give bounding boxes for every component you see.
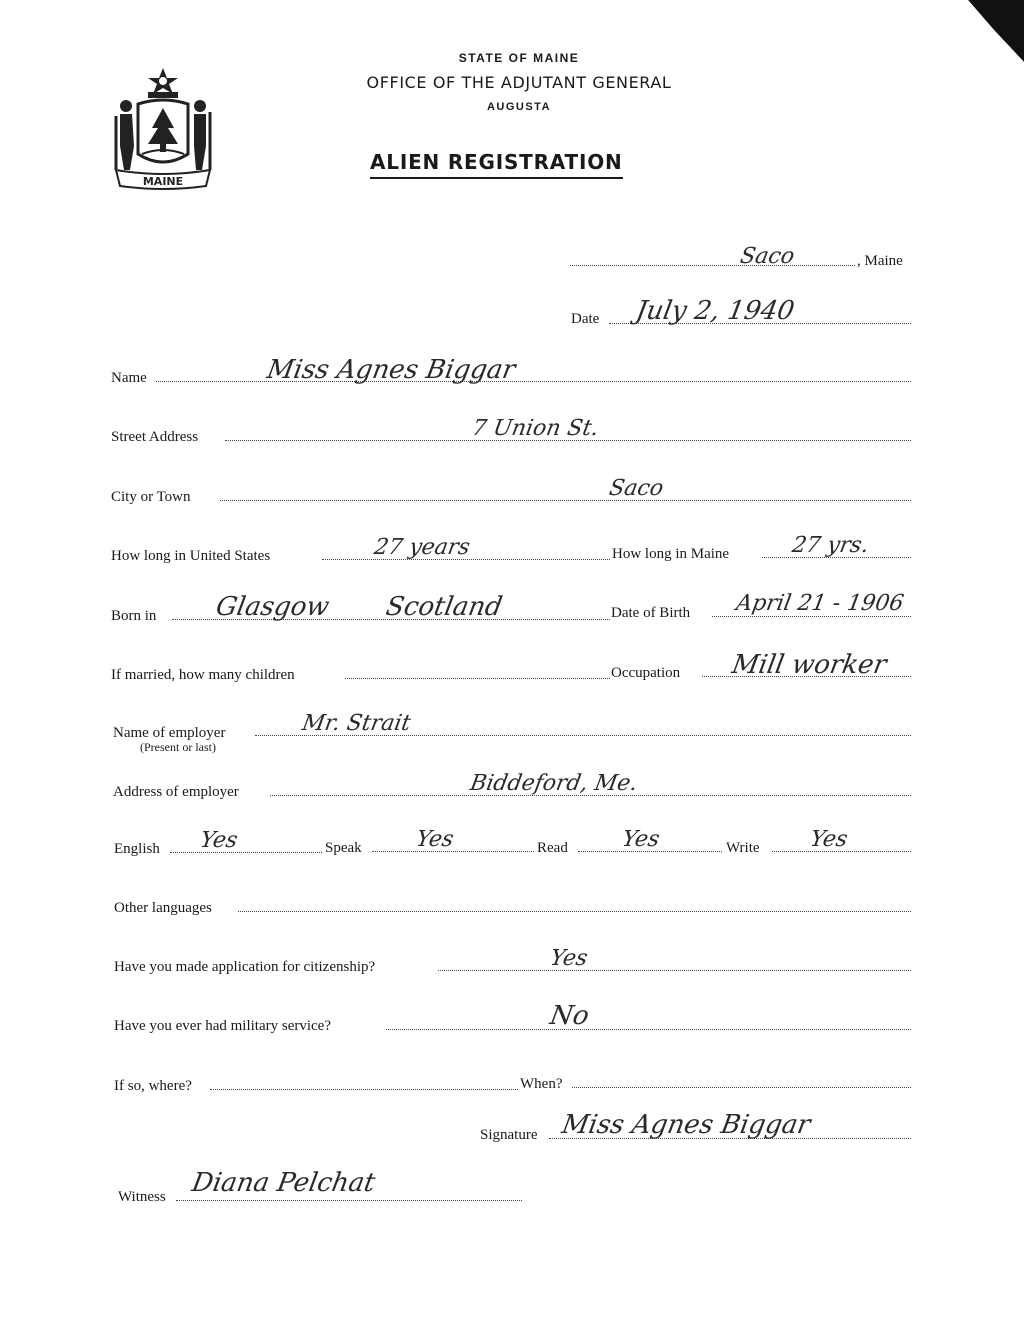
write-value: Yes — [808, 827, 850, 852]
city-label: City or Town — [111, 489, 191, 505]
street-label: Street Address — [111, 429, 199, 445]
witness-value: Diana Pelchat — [189, 1168, 378, 1198]
english-line — [170, 852, 322, 853]
date-of-birth-label: Date of Birth — [611, 605, 691, 621]
street-value: 7 Union St. — [470, 416, 601, 441]
born-in-city-value: Glasgow — [213, 592, 332, 622]
how-long-us-label: How long in United States — [111, 548, 271, 564]
military-label: Have you ever had military service? — [114, 1018, 331, 1034]
name-label: Name — [111, 370, 147, 386]
other-languages-label: Other languages — [114, 900, 212, 916]
date-value: July 2, 1940 — [633, 296, 797, 326]
born-in-label: Born in — [111, 608, 157, 624]
english-label: English — [114, 841, 160, 857]
occupation-label: Occupation — [611, 665, 681, 681]
military-line — [386, 1029, 911, 1030]
english-value: Yes — [198, 828, 240, 853]
employer-address-label: Address of employer — [113, 784, 239, 800]
header-city: AUGUSTA — [486, 101, 552, 113]
how-long-maine-value: 27 yrs. — [790, 533, 871, 558]
witness-line — [176, 1200, 522, 1201]
military-value: No — [547, 1001, 592, 1031]
header-office: OFFICE OF THE ADJUTANT GENERAL — [366, 73, 672, 92]
maine-label: , Maine — [857, 253, 903, 269]
name-value: Miss Agnes Biggar — [264, 355, 518, 385]
citizenship-label: Have you made application for citizenship? — [114, 959, 376, 975]
how-long-us-value: 27 years — [372, 535, 472, 560]
city-value: Saco — [607, 476, 666, 501]
how-long-maine-label: How long in Maine — [612, 546, 730, 562]
town-value: Saco — [738, 244, 797, 269]
signature-value: Miss Agnes Biggar — [559, 1110, 813, 1140]
city-line — [220, 500, 911, 501]
witness-label: Witness — [118, 1189, 166, 1205]
read-label: Read — [537, 840, 568, 856]
employer-address-value: Biddeford, Me. — [468, 771, 640, 796]
write-label: Write — [726, 840, 760, 856]
citizenship-value: Yes — [548, 946, 590, 971]
seal-text: MAINE — [142, 175, 184, 188]
citizenship-line — [438, 970, 911, 971]
date-label: Date — [571, 311, 600, 327]
where-label: If so, where? — [114, 1078, 192, 1094]
other-languages-line — [238, 911, 911, 912]
employer-value: Mr. Strait — [300, 711, 413, 736]
employer-sublabel: (Present or last) — [140, 740, 216, 754]
born-in-country-value: Scotland — [383, 592, 505, 622]
children-line — [345, 678, 610, 679]
date-of-birth-value: April 21 - 1906 — [734, 591, 906, 616]
employer-label: Name of employer — [113, 725, 226, 741]
when-label: When? — [520, 1076, 563, 1092]
signature-label: Signature — [480, 1127, 538, 1143]
speak-label: Speak — [325, 840, 362, 856]
header-state: STATE OF MAINE — [458, 51, 580, 65]
form-title: ALIEN REGISTRATION — [370, 150, 623, 179]
children-label: If married, how many children — [111, 667, 295, 683]
speak-line — [372, 851, 534, 852]
town-line — [570, 265, 855, 266]
read-value: Yes — [620, 827, 662, 852]
occupation-value: Mill worker — [729, 650, 889, 680]
speak-value: Yes — [414, 827, 456, 852]
where-line — [210, 1089, 518, 1090]
when-line — [572, 1087, 911, 1088]
